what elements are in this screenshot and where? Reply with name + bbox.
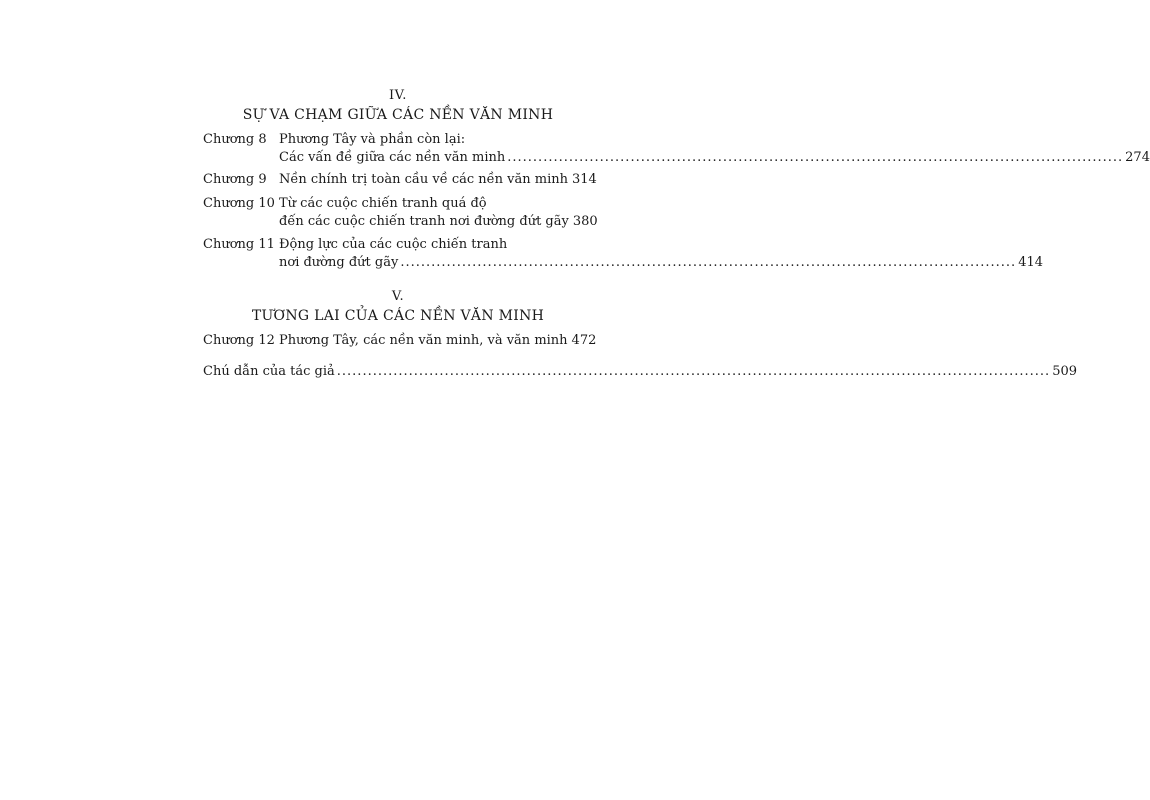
dot-leader: ........................................................................................................................	[507, 150, 1124, 165]
chapter-title-line: Nền chính trị toàn cầu về các nền văn minh	[279, 172, 568, 187]
part-v-title: TƯƠNG LAI CỦA CÁC NỀN VĂN MINH	[251, 308, 545, 324]
toc-entry-chapter-10[interactable]	[203, 196, 596, 236]
chapter-label: Chương 8	[203, 132, 267, 147]
chapter-title-line: đến các cuộc chiến tranh nơi đường đứt gãy	[279, 214, 569, 229]
chapter-label: Chương 11	[203, 237, 275, 252]
chapter-title-line: Động lực của các cuộc chiến tranh	[279, 237, 508, 252]
part-v-number: V.	[391, 289, 405, 304]
chapter-title-line: Từ các cuộc chiến tranh quá độ	[279, 196, 487, 211]
chapter-label: Chương 9	[203, 172, 267, 187]
toc-entry-chapter-12[interactable]	[203, 333, 596, 353]
part-iv-number: IV.	[389, 88, 407, 103]
chapter-title-line: Các vấn đề giữa các nền văn minh	[279, 150, 506, 165]
chapter-label: Chương 12	[203, 333, 275, 348]
page-number: 414	[1018, 255, 1044, 270]
toc-entry-chapter-8[interactable]	[203, 132, 1150, 172]
page-number: 509	[1052, 364, 1078, 379]
toc-entry-author-notes[interactable]	[203, 364, 1078, 382]
dot-leader: ........................................................................................................................	[400, 255, 1017, 270]
notes-label: Chú dẫn của tác giả	[203, 364, 335, 379]
chapter-label: Chương 10	[203, 196, 275, 211]
part-iv-title: SỰ VA CHẠM GIỮA CÁC NỀN VĂN MINH	[242, 107, 554, 123]
toc-entry-chapter-11[interactable]	[203, 237, 1044, 277]
dot-leader: ...........................................................................................................................................	[336, 364, 1051, 379]
chapter-title-line: nơi đường đứt gãy	[279, 255, 399, 270]
page-number: 314	[571, 172, 597, 187]
page-number: 472	[571, 333, 597, 348]
chapter-title-line: Phương Tây và phần còn lại:	[279, 132, 466, 147]
toc-entry-chapter-9[interactable]	[203, 172, 596, 192]
page-number: 380	[572, 214, 598, 229]
page-number: 274	[1125, 150, 1150, 165]
chapter-title-line: Phương Tây, các nền văn minh, và văn minh	[279, 333, 568, 348]
